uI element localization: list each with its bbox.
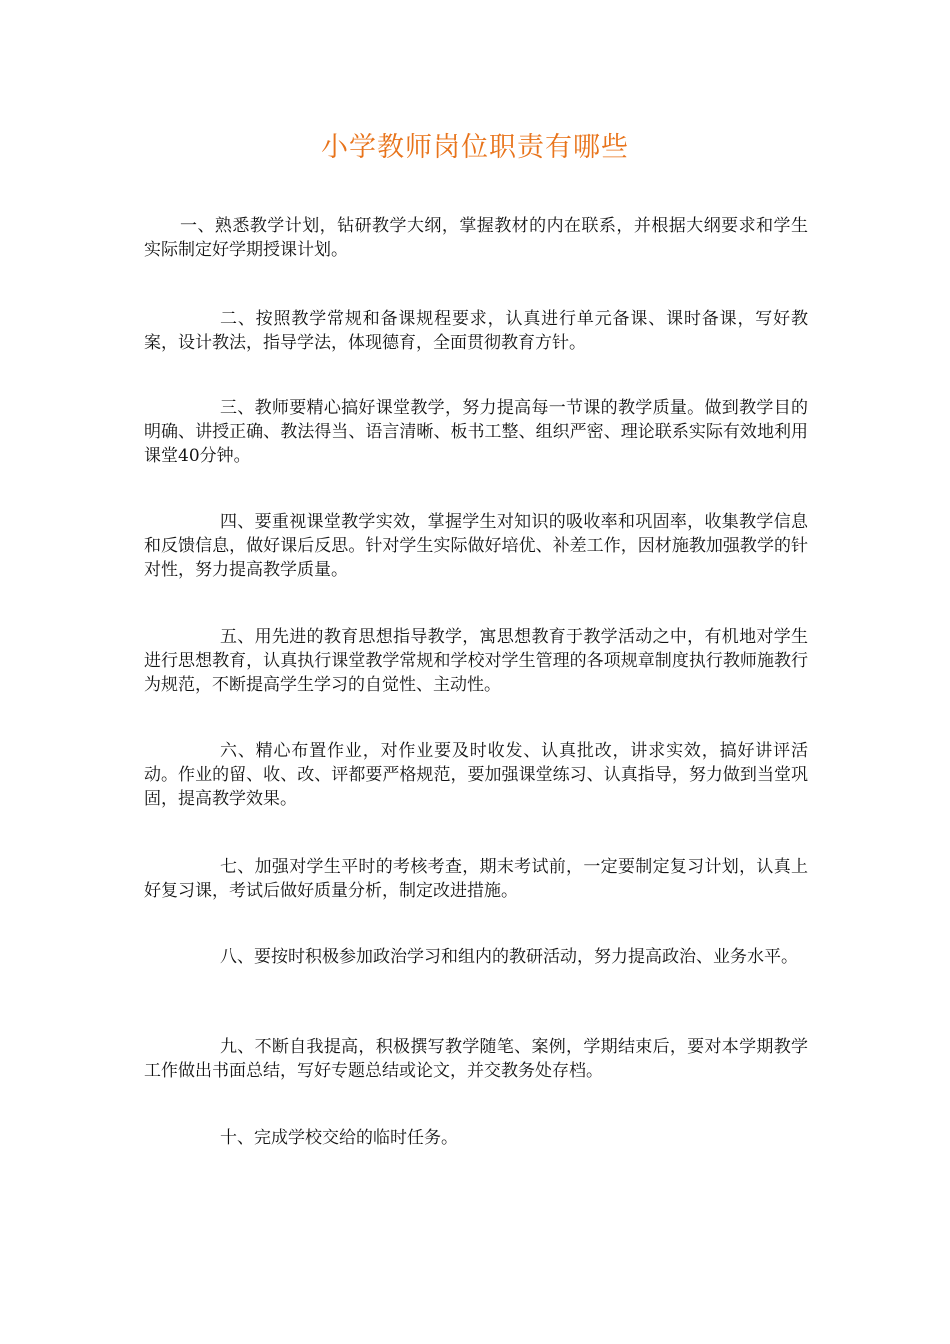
paragraph-8: 八、要按时积极参加政治学习和组内的教研活动，努力提高政治、业务水平。 (220, 947, 798, 967)
page-title: 小学教师岗位职责有哪些 (321, 132, 629, 163)
paragraph-10: 十、完成学校交给的临时任务。 (220, 1128, 458, 1148)
paragraph-1: 一、熟悉教学计划，钻研教学大纲，掌握教材的内在联系，并根据大纲要求和学生实际制定好学期授课计划。 (144, 216, 808, 260)
paragraph-2: 二、按照教学常规和备课规程要求，认真进行单元备课、课时备课，写好教案，设计教法，指导学法，体现德育，全面贯彻教育方针。 (144, 309, 808, 353)
paragraph-5: 五、用先进的教育思想指导教学，寓思想教育于教学活动之中，有机地对学生进行思想教育，认真执行课堂教学常规和学校对学生管理的各项规章制度执行教师施教行为规范，不断提高学生学习的自觉性、主动性。 (144, 627, 808, 695)
paragraph-4: 四、要重视课堂教学实效，掌握学生对知识的吸收率和巩固率，收集教学信息和反馈信息，做好课后反思。针对学生实际做好培优、补差工作，因材施教加强教学的针对性，努力提高教学质量。 (144, 512, 808, 580)
paragraph-6: 六、精心布置作业，对作业要及时收发、认真批改，讲求实效，搞好讲评活动。作业的留、收、改、评都要严格规范，要加强课堂练习、认真指导，努力做到当堂巩固，提高教学效果。 (144, 741, 808, 809)
paragraph-3: 三、教师要精心搞好课堂教学，努力提高每一节课的教学质量。做到教学目的明确、讲授正确、教法得当、语言清晰、板书工整、组织严密、理论联系实际有效地利用课堂40分钟。 (144, 398, 808, 466)
paragraph-9: 九、不断自我提高，积极撰写教学随笔、案例，学期结束后，要对本学期教学工作做出书面总结，写好专题总结或论文，并交教务处存档。 (144, 1037, 808, 1081)
paragraph-7: 七、加强对学生平时的考核考查，期末考试前，一定要制定复习计划，认真上好复习课，考试后做好质量分析，制定改进措施。 (144, 857, 808, 901)
